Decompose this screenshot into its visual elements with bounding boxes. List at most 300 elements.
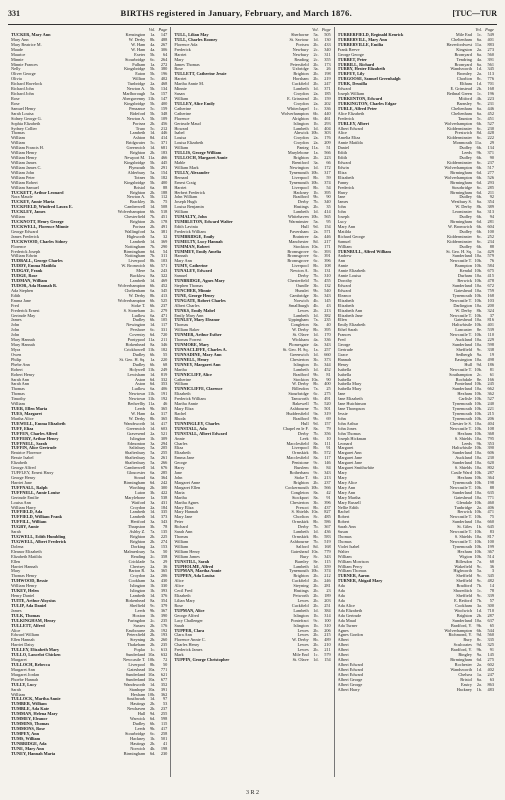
entry-name: Mary Ann: [337, 485, 356, 490]
entry-volume: 10a.: [148, 666, 156, 672]
entry-page: 91: [326, 445, 331, 451]
entry-name: Mary Hannah: [11, 343, 35, 348]
entry-page: 471: [160, 312, 168, 318]
entry-page: 100: [487, 538, 494, 544]
entry-page: 365: [160, 568, 168, 574]
entry-page: 168: [487, 86, 494, 92]
entry-volume: 9b.: [313, 287, 319, 293]
entry-district: Wakefield: [454, 564, 472, 569]
entry-volume: 10a.: [311, 243, 319, 249]
entry-district: Croydon: [293, 101, 309, 106]
entry-volume: 6b.: [476, 155, 482, 161]
entry-district: Sedbergh: [455, 352, 472, 357]
entry-volume: 2c.: [150, 307, 156, 313]
entry-name: TUMMINS, Thomas: [11, 722, 50, 727]
entry-page: 382: [324, 312, 331, 318]
entry-district: Rotherham: [289, 471, 309, 476]
entry-name: Lacy Challenger: [174, 618, 203, 623]
entry-page: 353: [160, 381, 168, 387]
entry-name: TURBET, Peter: [337, 57, 367, 62]
entry-district: Bucklow: [129, 274, 146, 279]
entry-volume: 10b.: [474, 332, 482, 338]
entry-volume: 5b.: [149, 115, 156, 121]
entry-volume: 6d.: [476, 179, 482, 185]
entry-name: Margaret Ann: [337, 451, 362, 456]
entry-district: Leominster: [452, 210, 472, 215]
entry-page: 501: [324, 406, 331, 412]
entry-volume: 2b.: [313, 632, 319, 638]
entry-district: Bromsgrove: [287, 254, 309, 259]
entry-page: 231: [487, 100, 494, 106]
entry-volume: 10b.: [474, 415, 482, 421]
entry-page: 252: [487, 233, 494, 239]
entry-page: 566: [324, 484, 331, 490]
entry-volume: 7a.: [313, 386, 319, 392]
entry-page: 571: [324, 228, 331, 234]
entry-volume: 7b.: [313, 430, 319, 436]
entry-volume: 5a.: [150, 548, 156, 554]
entry-name: Henry: [337, 362, 349, 367]
entry-page: 635: [487, 489, 494, 495]
entry-district: Dudley: [132, 352, 146, 357]
entry-district: Brighton: [130, 190, 146, 195]
entry-name: Thomas: [11, 131, 25, 136]
entry-district: Dudley: [459, 229, 472, 234]
entry-page: 182: [160, 174, 168, 180]
entry-district: Newcastle T.: [449, 485, 472, 490]
entry-district: Bradford: [293, 195, 309, 200]
entry-volume: 6d.: [476, 169, 482, 175]
entry-volume: 10a.: [474, 519, 482, 525]
entry-volume: 6c.: [313, 391, 319, 397]
entry-page: 402: [487, 666, 494, 672]
entry-volume: 7b.: [313, 273, 319, 279]
entry-volume: 5b.: [149, 194, 156, 200]
entry-page: 300: [160, 484, 168, 490]
entry-district: Berwick: [457, 510, 472, 515]
entry-district: Barnsley: [456, 101, 472, 106]
entry-volume: 2c.: [476, 371, 482, 377]
entry-page: 602: [487, 662, 494, 667]
entry-name: Alice Elizabeth: [337, 111, 365, 116]
entry-name: Frederick: [337, 116, 355, 121]
entry-name: Mable: [174, 160, 186, 165]
entry-district: Shaftesbury: [124, 456, 146, 461]
entry-name: William Mark: [174, 165, 199, 170]
register-entry: [11, 752, 167, 757]
entry-district: Durham: [457, 274, 472, 279]
entry-page: 345: [487, 66, 494, 72]
entry-district: Bradford: [293, 372, 309, 377]
entry-name: William: [337, 244, 352, 249]
entry-volume: 10a.: [474, 253, 482, 259]
entry-page: 81: [326, 371, 331, 377]
entry-district: Bradford, Y.: [450, 648, 472, 653]
entry-district: Brackley: [129, 200, 146, 205]
entry-name: Dolena: [11, 544, 24, 549]
entry-district: Shoreditch: [453, 589, 472, 594]
entry-district: Steyning: [293, 584, 309, 589]
entry-volume: 9b.: [149, 725, 156, 731]
entry-name: Minnie: [174, 87, 187, 92]
entry-page: 40: [326, 322, 331, 328]
entry-district: Sunderland: [452, 254, 472, 259]
entry-district: Hexham: [457, 549, 472, 554]
entry-page: 396: [324, 258, 331, 264]
entry-volume: 6b.: [476, 120, 482, 126]
entry-volume: 6a.: [476, 105, 482, 111]
entry-page: 54: [326, 184, 331, 190]
entry-page: 645: [487, 524, 494, 530]
entry-district: Auckland: [455, 456, 472, 461]
entry-name: Thomas: [337, 539, 352, 544]
entry-name: George Henry: [11, 475, 36, 480]
entry-district: W. Derby: [292, 382, 309, 387]
entry-volume: 1d.: [149, 371, 156, 377]
entry-district: Ashbourne: [289, 407, 309, 412]
entry-name: Isabella: [337, 372, 352, 377]
entry-volume: 2b.: [149, 627, 156, 633]
entry-name: Rhoda: [174, 416, 186, 421]
entry-page: 134: [160, 86, 168, 92]
entry-page: 223: [487, 95, 494, 101]
entry-district: Islington: [293, 121, 309, 126]
entry-district: Gloucester: [126, 471, 146, 476]
entry-page: 390: [160, 612, 168, 618]
entry-name: Maude: [11, 47, 23, 52]
entry-page: 566: [324, 150, 331, 156]
entry-volume: 2c.: [313, 46, 319, 52]
entry-district: Malmesbury: [123, 549, 146, 554]
entry-name: TULKINGHAM, Henry: [11, 618, 56, 623]
entry-district: Sunderland: [452, 461, 472, 466]
entry-name: Albert Edward: [337, 663, 364, 667]
entry-page: 230: [160, 750, 168, 756]
entry-district: Islington: [293, 362, 309, 367]
entry-name: William Henry: [174, 549, 201, 554]
entry-district: Burnley: [294, 559, 309, 564]
entry-name: Ellen Hannah: [11, 638, 35, 643]
register-column: [8, 27, 171, 777]
entry-volume: 10b.: [311, 214, 319, 220]
entry-page: 525: [160, 297, 168, 303]
entry-name: Mary Alice: [337, 480, 358, 485]
entry-name: Harriet: [174, 77, 187, 82]
entry-volume: 4a.: [313, 337, 319, 343]
entry-page: 26: [326, 66, 331, 72]
vol-heading: Vol.: [312, 27, 319, 32]
entry-volume: 10a.: [474, 450, 482, 456]
entry-volume: 1c.: [476, 32, 482, 37]
entry-district: Huddersfield: [286, 411, 309, 416]
entry-name: Nelly: [11, 67, 21, 72]
entry-page: 183: [160, 150, 168, 156]
entry-page: 50: [163, 662, 168, 667]
entry-page: 168: [324, 543, 331, 549]
entry-district: Petworth: [293, 594, 309, 599]
entry-volume: 6a.: [150, 470, 156, 476]
entry-name: TUNNICLIFF, Alice: [174, 372, 212, 377]
entry-page: 32: [163, 233, 168, 239]
entry-volume: 3a.: [150, 519, 156, 525]
entry-page: 466: [160, 155, 168, 161]
entry-district: Liverpool: [291, 185, 309, 190]
entry-name: William: [11, 692, 25, 697]
entry-name: Minnie Frances: [11, 62, 38, 67]
entry-district: Bristol: [133, 185, 146, 190]
entry-volume: 8b.: [149, 292, 156, 298]
entry-volume: 6a.: [476, 36, 482, 42]
entry-volume: 10b.: [474, 410, 482, 416]
entry-page: 521: [160, 430, 168, 436]
entry-volume: 11b.: [147, 391, 156, 397]
entry-volume: 6b.: [149, 351, 156, 357]
entry-district: W. Ham: [131, 411, 146, 416]
entry-name: Matilda: [337, 229, 352, 234]
entry-district: Oundle: [296, 284, 309, 289]
entry-page: 603: [160, 425, 168, 431]
entry-district: W. Derby: [455, 308, 472, 313]
entry-page: 345: [487, 573, 494, 579]
entry-district: Eaton: [135, 72, 146, 77]
entry-name: George Alfred: [174, 613, 199, 618]
entry-page: 331: [160, 327, 168, 333]
entry-name: Martha Alice: [11, 416, 34, 421]
entry-district: Salisbury: [129, 446, 146, 451]
entry-name: Frederick: [174, 47, 191, 52]
entry-district: Brentford: [291, 160, 309, 165]
entry-page: 92: [489, 194, 494, 200]
entry-page: 374: [324, 179, 331, 185]
entry-name: TUFFNELL, Annie Louise: [11, 490, 61, 495]
entry-volume: 3a.: [150, 499, 156, 505]
entry-page: 215: [324, 632, 331, 638]
entry-volume: 4b.: [313, 302, 319, 308]
entry-page: 461: [324, 115, 331, 121]
entry-district: Hastings: [130, 741, 146, 746]
entry-name: Phoebe Hannah: [11, 677, 39, 682]
entry-name: John: [337, 210, 346, 215]
entry-volume: 10a.: [311, 509, 319, 515]
entry-page: 759: [487, 287, 494, 293]
entry-page: 720: [160, 332, 168, 338]
entry-page: 294: [160, 440, 168, 446]
entry-page: 539: [487, 327, 494, 333]
entry-volume: 8a.: [313, 322, 319, 328]
entry-volume: 1d.: [149, 696, 156, 702]
entry-name: John: [11, 333, 20, 338]
entry-name: Joseph William: [337, 92, 365, 97]
entry-district: Newton A.: [126, 87, 146, 92]
entry-volume: 1b.: [476, 686, 482, 692]
entry-district: Newtown: [128, 392, 146, 397]
entry-name: Joseph Hugh: [174, 200, 197, 205]
entry-name: Eliza: [174, 446, 184, 451]
entry-page: 771: [487, 494, 494, 500]
entry-district: Holywell: [129, 367, 146, 372]
entry-district: Rochester: [454, 663, 472, 667]
entry-name: TULLEY, Alice Emily: [174, 101, 215, 106]
entry-page: 68: [489, 558, 494, 564]
entry-name: Sophia Elizabeth: [11, 121, 41, 126]
entry-page: 55: [163, 351, 168, 357]
entry-volume: 2b.: [313, 204, 319, 210]
entry-volume: 4a.: [150, 41, 156, 47]
entry-name: TURK, Drusilla: [337, 82, 368, 87]
entry-district: Bury: [463, 638, 472, 643]
entry-page: 356: [324, 430, 331, 436]
entry-volume: 8a.: [313, 425, 319, 431]
entry-page: 112: [161, 194, 168, 200]
entry-page: 354: [487, 199, 494, 205]
entry-district: Brighton: [130, 539, 146, 544]
entry-district: Bromyard: [454, 62, 472, 67]
entry-page: 147: [160, 95, 168, 101]
entry-page: 171: [324, 243, 331, 249]
entry-name: James: [337, 200, 349, 205]
entry-volume: 5a.: [150, 169, 156, 175]
entry-page: 237: [160, 706, 168, 712]
entry-page: 159: [324, 95, 331, 101]
entry-name: Thomas Forrest: [174, 338, 202, 343]
entry-page: 154: [160, 169, 168, 175]
entry-district: Sunderland: [125, 677, 146, 682]
entry-page: 221: [487, 406, 494, 412]
entry-name: Louisa Ann: [11, 500, 31, 505]
entry-name: William: [174, 146, 189, 151]
entry-district: Chesterfield: [124, 215, 146, 220]
entry-page: 90: [326, 376, 331, 382]
entry-district: Whitehaven: [287, 215, 309, 220]
entry-page: 188: [160, 189, 168, 195]
entry-district: Aston: [135, 382, 146, 387]
entry-page: 303: [324, 130, 331, 136]
entry-name: Sarah Ann: [174, 530, 193, 535]
entry-page: 84: [326, 465, 331, 471]
entry-volume: 9a.: [313, 410, 319, 416]
entry-name: Sarah Louisa: [11, 111, 34, 116]
entry-page: 147: [160, 32, 168, 37]
entry-district: Wandsworth: [123, 682, 146, 687]
entry-name: TUNNEY, Margaret Ann: [174, 362, 221, 367]
entry-volume: 1d.: [313, 529, 319, 535]
entry-name: TUMBRIDGE, Emily: [174, 234, 215, 239]
entry-page: 277: [487, 169, 494, 175]
entry-volume: 2a.: [150, 563, 156, 569]
entry-volume: 5c.: [150, 105, 156, 111]
entry-volume: 2a.: [150, 543, 156, 549]
entry-district: Portsea: [132, 224, 146, 229]
entry-page: 287: [487, 470, 494, 476]
entry-name: TUNBRIDGE, Agnes Mary: [174, 279, 225, 284]
entry-district: Greenwich: [126, 146, 146, 151]
entry-page: 451: [160, 214, 168, 220]
entry-page: 176: [160, 622, 168, 628]
entry-name: Rose: [174, 67, 183, 72]
entry-name: William: [174, 96, 189, 101]
entry-district: Macclesfield: [286, 456, 309, 461]
entry-page: 335: [487, 637, 494, 643]
entry-volume: 9b.: [149, 607, 156, 613]
entry-volume: 2c.: [150, 617, 156, 623]
entry-district: Wolverhampton: [444, 165, 472, 170]
entry-volume: 2a.: [476, 504, 482, 510]
entry-name: TUNBRIDGE, Ada: [11, 741, 47, 746]
entry-district: Lambeth: [130, 510, 146, 515]
entry-name: Albert: [337, 638, 349, 643]
entry-district: Gateshead: [290, 549, 309, 554]
entry-page: 606: [487, 450, 494, 456]
entry-district: St. Olave: [292, 658, 309, 663]
entry-page: 168: [487, 292, 494, 298]
entry-name: TUMMAN, Robert: [174, 244, 210, 249]
entry-page: 579: [487, 253, 494, 259]
entry-page: 108: [324, 263, 331, 269]
entry-volume: 11a.: [148, 337, 156, 343]
entry-volume: 6b.: [313, 465, 319, 471]
entry-name: Ernest Craig: [174, 180, 196, 185]
entry-name: TULLOCH, Rebecca: [11, 663, 50, 667]
entry-page: 583: [324, 534, 331, 540]
entry-volume: 7b.: [149, 253, 156, 259]
entry-volume: 8a.: [313, 440, 319, 446]
entry-name: Thomas: [11, 392, 25, 397]
entry-district: Lewes: [297, 648, 309, 653]
entry-name: Clara Ann: [174, 633, 192, 638]
entry-page: 391: [487, 56, 494, 62]
entry-district: Billesdon: [455, 559, 472, 564]
entry-volume: 6b.: [149, 283, 156, 289]
entry-volume: 10b.: [474, 292, 482, 298]
entry-district: Marylebone: [287, 151, 309, 156]
entry-page: 246: [324, 578, 331, 584]
entry-name: TUMMEY, Eleanor: [11, 717, 48, 722]
entry-volume: 6b.: [476, 223, 482, 229]
entry-volume: 7b.: [313, 538, 319, 544]
entry-page: 340: [324, 199, 331, 205]
entry-name: TUNSTILL, Sarah: [174, 559, 210, 564]
entry-name: TUFFNALL, Ralph: [11, 485, 48, 490]
entry-volume: 1d.: [149, 514, 156, 520]
entry-district: Salford: [296, 544, 309, 549]
entry-page: 384: [324, 607, 331, 613]
entry-name: William Henry: [11, 151, 37, 156]
entry-district: Haltwhistle: [452, 446, 472, 451]
entry-page: 451: [487, 115, 494, 121]
entry-volume: 10a.: [474, 420, 482, 426]
entry-page: 701: [487, 81, 494, 87]
entry-district: Cockermouth: [285, 485, 309, 490]
entry-volume: 10a.: [474, 494, 482, 500]
entry-page: 235: [160, 617, 168, 623]
entry-name: Joseph: [337, 215, 350, 220]
entry-district: Plomesgate: [288, 343, 309, 348]
entry-volume: 9c.: [476, 578, 482, 584]
entry-volume: 6b.: [149, 361, 156, 367]
entry-name: TUER, Ellen Maria: [11, 407, 48, 412]
entry-page: 368: [487, 430, 494, 436]
entry-volume: 10b.: [474, 470, 482, 476]
entry-page: 281: [324, 583, 331, 589]
entry-district: Hastings: [130, 702, 146, 707]
entry-volume: 10b.: [474, 366, 482, 372]
entry-district: Kingsbridge: [124, 67, 146, 72]
entry-name: Owen: [11, 352, 22, 357]
entry-volume: 6b.: [313, 474, 319, 480]
entry-page: 710: [487, 607, 494, 613]
entry-page: 380: [160, 66, 168, 72]
entry-name: Louisa Benjamin: [174, 205, 204, 210]
